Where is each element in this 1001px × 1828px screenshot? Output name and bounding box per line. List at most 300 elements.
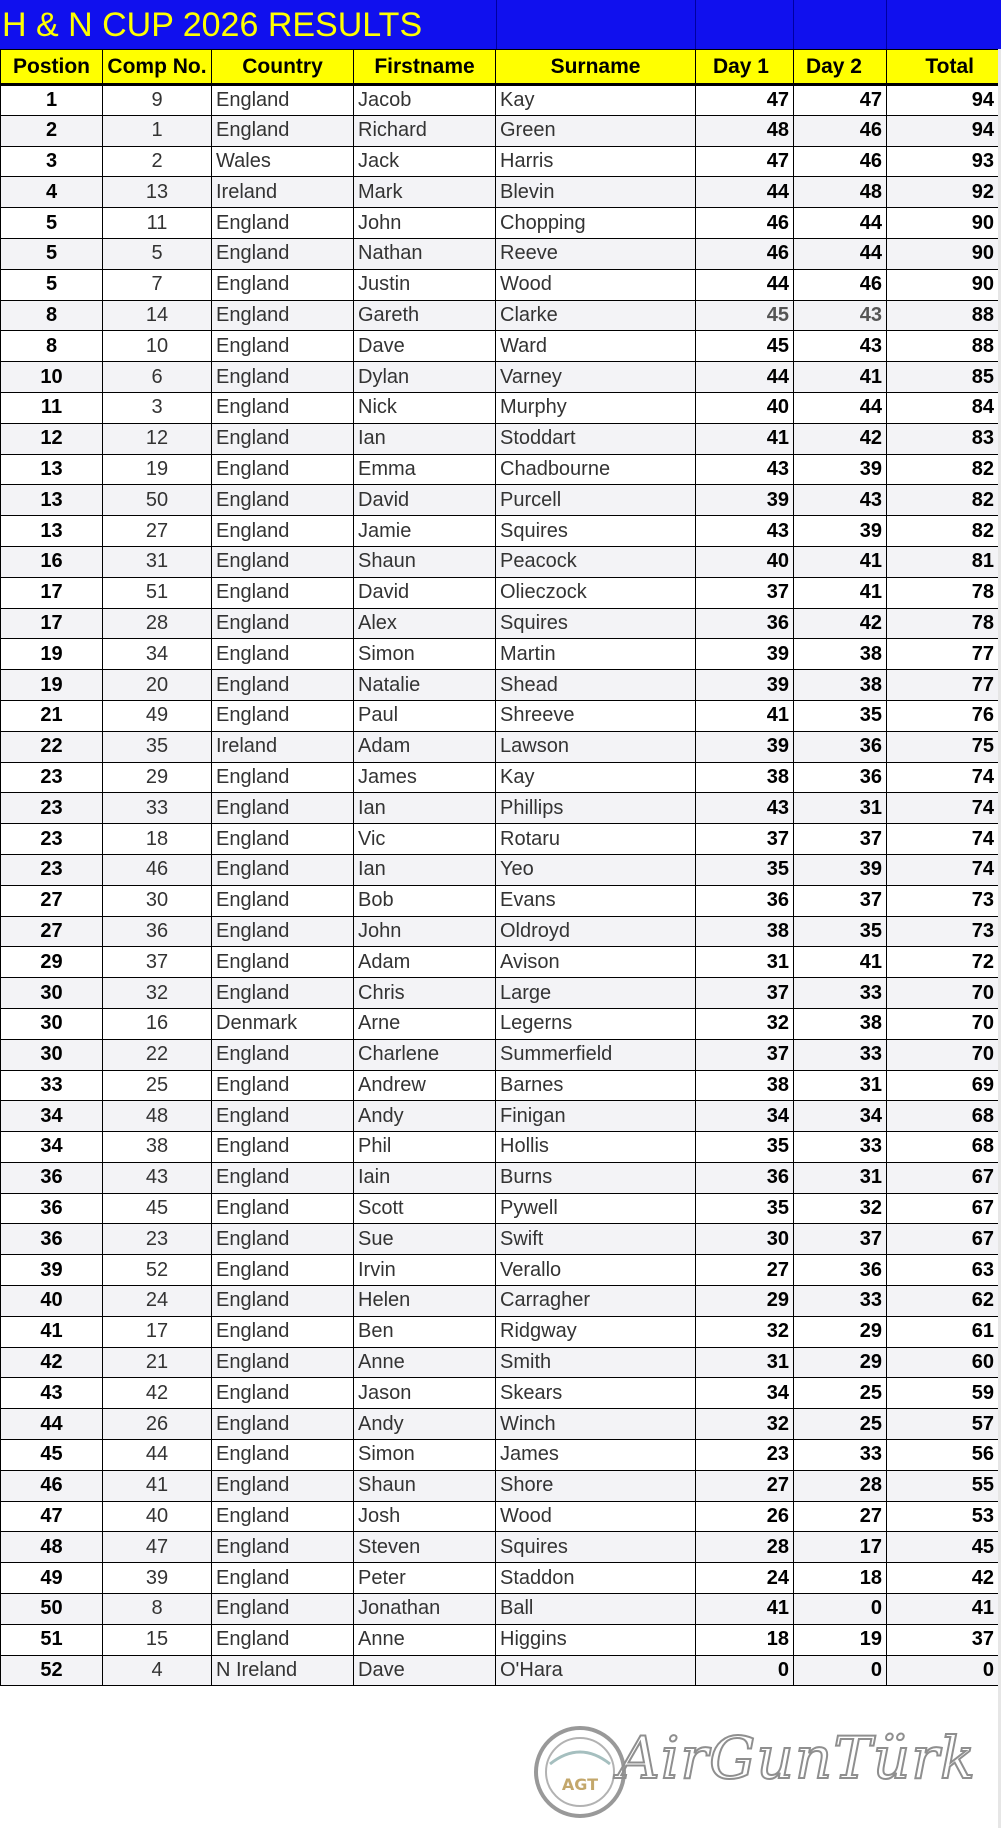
cell-firstname[interactable]: Shaun [354, 546, 496, 577]
cell-comp-no[interactable]: 16 [103, 1008, 212, 1039]
cell-firstname[interactable]: John [354, 916, 496, 947]
cell-country[interactable]: England [212, 947, 354, 978]
cell-total[interactable]: 60 [887, 1347, 999, 1378]
cell-comp-no[interactable]: 6 [103, 362, 212, 393]
cell-surname[interactable]: Peacock [496, 546, 696, 577]
cell-total[interactable]: 41 [887, 1594, 999, 1625]
cell-firstname[interactable]: Alex [354, 608, 496, 639]
cell-surname[interactable]: Kay [496, 762, 696, 793]
cell-day-2[interactable]: 33 [794, 1039, 887, 1070]
cell-surname[interactable]: Pywell [496, 1193, 696, 1224]
cell-comp-no[interactable]: 33 [103, 793, 212, 824]
cell-country[interactable]: England [212, 1501, 354, 1532]
cell-comp-no[interactable]: 23 [103, 1224, 212, 1255]
cell-total[interactable]: 67 [887, 1162, 999, 1193]
cell-surname[interactable]: Olieczock [496, 577, 696, 608]
cell-day-1[interactable]: 48 [696, 115, 794, 146]
cell-day-2[interactable]: 25 [794, 1378, 887, 1409]
cell-surname[interactable]: Shead [496, 670, 696, 701]
cell-day-1[interactable]: 26 [696, 1501, 794, 1532]
cell-day-2[interactable]: 33 [794, 1132, 887, 1163]
cell-day-1[interactable]: 0 [696, 1655, 794, 1686]
cell-day-1[interactable]: 45 [696, 331, 794, 362]
cell-total[interactable]: 67 [887, 1193, 999, 1224]
cell-position[interactable]: 23 [1, 854, 103, 885]
cell-country[interactable]: Ireland [212, 177, 354, 208]
cell-firstname[interactable]: Andrew [354, 1070, 496, 1101]
cell-firstname[interactable]: Adam [354, 731, 496, 762]
cell-position[interactable]: 51 [1, 1624, 103, 1655]
cell-total[interactable]: 90 [887, 208, 999, 239]
cell-country[interactable]: England [212, 1470, 354, 1501]
cell-position[interactable]: 17 [1, 608, 103, 639]
cell-day-1[interactable]: 43 [696, 793, 794, 824]
cell-day-2[interactable]: 31 [794, 1162, 887, 1193]
cell-firstname[interactable]: Ben [354, 1316, 496, 1347]
cell-total[interactable]: 78 [887, 608, 999, 639]
cell-firstname[interactable]: Dylan [354, 362, 496, 393]
cell-comp-no[interactable]: 13 [103, 177, 212, 208]
cell-comp-no[interactable]: 46 [103, 854, 212, 885]
cell-total[interactable]: 76 [887, 700, 999, 731]
cell-country[interactable]: England [212, 1286, 354, 1317]
cell-firstname[interactable]: Peter [354, 1563, 496, 1594]
cell-surname[interactable]: Wood [496, 1501, 696, 1532]
cell-day-1[interactable]: 37 [696, 577, 794, 608]
column-header-day-1[interactable]: Day 1 [696, 50, 794, 85]
cell-surname[interactable]: Barnes [496, 1070, 696, 1101]
cell-total[interactable]: 92 [887, 177, 999, 208]
cell-day-1[interactable]: 31 [696, 1347, 794, 1378]
cell-day-2[interactable]: 36 [794, 762, 887, 793]
cell-surname[interactable]: Finigan [496, 1101, 696, 1132]
cell-day-1[interactable]: 32 [696, 1409, 794, 1440]
cell-comp-no[interactable]: 2 [103, 146, 212, 177]
cell-total[interactable]: 57 [887, 1409, 999, 1440]
cell-total[interactable]: 56 [887, 1440, 999, 1471]
cell-total[interactable]: 55 [887, 1470, 999, 1501]
cell-day-1[interactable]: 32 [696, 1316, 794, 1347]
cell-position[interactable]: 5 [1, 238, 103, 269]
cell-position[interactable]: 45 [1, 1440, 103, 1471]
cell-day-2[interactable]: 36 [794, 731, 887, 762]
cell-day-1[interactable]: 41 [696, 700, 794, 731]
cell-day-1[interactable]: 23 [696, 1440, 794, 1471]
cell-firstname[interactable]: John [354, 208, 496, 239]
cell-firstname[interactable]: Simon [354, 1440, 496, 1471]
cell-day-2[interactable]: 0 [794, 1594, 887, 1625]
cell-day-1[interactable]: 27 [696, 1470, 794, 1501]
cell-surname[interactable]: Wood [496, 269, 696, 300]
cell-day-2[interactable]: 41 [794, 362, 887, 393]
cell-total[interactable]: 85 [887, 362, 999, 393]
cell-day-2[interactable]: 44 [794, 392, 887, 423]
cell-day-1[interactable]: 35 [696, 854, 794, 885]
cell-position[interactable]: 8 [1, 300, 103, 331]
cell-position[interactable]: 27 [1, 885, 103, 916]
column-header-position[interactable]: Postion [1, 50, 103, 85]
cell-position[interactable]: 16 [1, 546, 103, 577]
cell-surname[interactable]: Winch [496, 1409, 696, 1440]
cell-total[interactable]: 73 [887, 885, 999, 916]
cell-total[interactable]: 74 [887, 762, 999, 793]
cell-firstname[interactable]: Ian [354, 854, 496, 885]
cell-total[interactable]: 94 [887, 115, 999, 146]
cell-position[interactable]: 39 [1, 1255, 103, 1286]
cell-country[interactable]: England [212, 1255, 354, 1286]
cell-country[interactable]: England [212, 269, 354, 300]
cell-comp-no[interactable]: 20 [103, 670, 212, 701]
cell-position[interactable]: 36 [1, 1193, 103, 1224]
cell-total[interactable]: 82 [887, 454, 999, 485]
cell-surname[interactable]: Summerfield [496, 1039, 696, 1070]
cell-day-2[interactable]: 46 [794, 146, 887, 177]
cell-country[interactable]: England [212, 1532, 354, 1563]
cell-day-1[interactable]: 24 [696, 1563, 794, 1594]
cell-surname[interactable]: Verallo [496, 1255, 696, 1286]
cell-total[interactable]: 81 [887, 546, 999, 577]
cell-total[interactable]: 75 [887, 731, 999, 762]
cell-total[interactable]: 77 [887, 639, 999, 670]
cell-comp-no[interactable]: 40 [103, 1501, 212, 1532]
cell-day-1[interactable]: 39 [696, 731, 794, 762]
cell-firstname[interactable]: Andy [354, 1101, 496, 1132]
cell-comp-no[interactable]: 11 [103, 208, 212, 239]
cell-day-2[interactable]: 39 [794, 454, 887, 485]
cell-surname[interactable]: Chopping [496, 208, 696, 239]
cell-surname[interactable]: Burns [496, 1162, 696, 1193]
cell-country[interactable]: England [212, 1162, 354, 1193]
cell-total[interactable]: 73 [887, 916, 999, 947]
cell-comp-no[interactable]: 39 [103, 1563, 212, 1594]
cell-comp-no[interactable]: 5 [103, 238, 212, 269]
cell-day-1[interactable]: 35 [696, 1193, 794, 1224]
cell-day-1[interactable]: 18 [696, 1624, 794, 1655]
cell-day-2[interactable]: 31 [794, 793, 887, 824]
cell-position[interactable]: 34 [1, 1132, 103, 1163]
cell-surname[interactable]: Rotaru [496, 824, 696, 855]
cell-comp-no[interactable]: 18 [103, 824, 212, 855]
cell-day-2[interactable]: 47 [794, 85, 887, 116]
cell-total[interactable]: 70 [887, 1039, 999, 1070]
cell-firstname[interactable]: Nick [354, 392, 496, 423]
cell-country[interactable]: England [212, 1039, 354, 1070]
cell-total[interactable]: 94 [887, 85, 999, 116]
cell-surname[interactable]: Green [496, 115, 696, 146]
cell-position[interactable]: 36 [1, 1162, 103, 1193]
cell-surname[interactable]: Oldroyd [496, 916, 696, 947]
cell-country[interactable]: Ireland [212, 731, 354, 762]
cell-position[interactable]: 8 [1, 331, 103, 362]
cell-comp-no[interactable]: 4 [103, 1655, 212, 1686]
cell-day-2[interactable]: 37 [794, 1224, 887, 1255]
cell-total[interactable]: 53 [887, 1501, 999, 1532]
cell-firstname[interactable]: Josh [354, 1501, 496, 1532]
cell-day-2[interactable]: 43 [794, 485, 887, 516]
cell-position[interactable]: 13 [1, 454, 103, 485]
cell-surname[interactable]: Staddon [496, 1563, 696, 1594]
cell-position[interactable]: 44 [1, 1409, 103, 1440]
cell-day-1[interactable]: 35 [696, 1132, 794, 1163]
cell-comp-no[interactable]: 38 [103, 1132, 212, 1163]
column-header-surname[interactable]: Surname [496, 50, 696, 85]
column-header-country[interactable]: Country [212, 50, 354, 85]
cell-comp-no[interactable]: 48 [103, 1101, 212, 1132]
cell-total[interactable]: 88 [887, 331, 999, 362]
cell-position[interactable]: 30 [1, 1008, 103, 1039]
cell-position[interactable]: 12 [1, 423, 103, 454]
cell-surname[interactable]: Yeo [496, 854, 696, 885]
cell-day-1[interactable]: 39 [696, 639, 794, 670]
cell-surname[interactable]: Ward [496, 331, 696, 362]
cell-firstname[interactable]: Andy [354, 1409, 496, 1440]
cell-comp-no[interactable]: 21 [103, 1347, 212, 1378]
cell-firstname[interactable]: Gareth [354, 300, 496, 331]
cell-position[interactable]: 13 [1, 485, 103, 516]
cell-country[interactable]: England [212, 1409, 354, 1440]
cell-day-1[interactable]: 44 [696, 269, 794, 300]
cell-country[interactable]: England [212, 1440, 354, 1471]
cell-total[interactable]: 68 [887, 1101, 999, 1132]
cell-comp-no[interactable]: 27 [103, 516, 212, 547]
cell-day-2[interactable]: 35 [794, 700, 887, 731]
cell-firstname[interactable]: Bob [354, 885, 496, 916]
cell-firstname[interactable]: Richard [354, 115, 496, 146]
column-header-firstname[interactable]: Firstname [354, 50, 496, 85]
cell-comp-no[interactable]: 51 [103, 577, 212, 608]
cell-position[interactable]: 5 [1, 208, 103, 239]
cell-position[interactable]: 4 [1, 177, 103, 208]
cell-position[interactable]: 19 [1, 670, 103, 701]
cell-total[interactable]: 88 [887, 300, 999, 331]
cell-position[interactable]: 49 [1, 1563, 103, 1594]
cell-country[interactable]: England [212, 1378, 354, 1409]
cell-comp-no[interactable]: 42 [103, 1378, 212, 1409]
cell-comp-no[interactable]: 29 [103, 762, 212, 793]
cell-country[interactable]: England [212, 762, 354, 793]
cell-comp-no[interactable]: 25 [103, 1070, 212, 1101]
column-header-comp-no[interactable]: Comp No. [103, 50, 212, 85]
column-header-day-2[interactable]: Day 2 [794, 50, 887, 85]
cell-comp-no[interactable]: 32 [103, 978, 212, 1009]
cell-firstname[interactable]: Mark [354, 177, 496, 208]
cell-total[interactable]: 83 [887, 423, 999, 454]
cell-surname[interactable]: Higgins [496, 1624, 696, 1655]
cell-firstname[interactable]: Chris [354, 978, 496, 1009]
cell-position[interactable]: 52 [1, 1655, 103, 1686]
cell-comp-no[interactable]: 14 [103, 300, 212, 331]
cell-position[interactable]: 30 [1, 1039, 103, 1070]
cell-total[interactable]: 61 [887, 1316, 999, 1347]
cell-comp-no[interactable]: 22 [103, 1039, 212, 1070]
cell-day-1[interactable]: 39 [696, 485, 794, 516]
cell-country[interactable]: England [212, 392, 354, 423]
cell-comp-no[interactable]: 7 [103, 269, 212, 300]
cell-country[interactable]: England [212, 670, 354, 701]
cell-total[interactable]: 84 [887, 392, 999, 423]
cell-country[interactable]: England [212, 1101, 354, 1132]
cell-day-2[interactable]: 18 [794, 1563, 887, 1594]
cell-country[interactable]: England [212, 577, 354, 608]
cell-total[interactable]: 69 [887, 1070, 999, 1101]
cell-comp-no[interactable]: 8 [103, 1594, 212, 1625]
cell-surname[interactable]: Kay [496, 85, 696, 116]
cell-day-1[interactable]: 47 [696, 146, 794, 177]
cell-position[interactable]: 19 [1, 639, 103, 670]
cell-day-2[interactable]: 34 [794, 1101, 887, 1132]
cell-total[interactable]: 90 [887, 269, 999, 300]
cell-firstname[interactable]: Ian [354, 793, 496, 824]
cell-day-2[interactable]: 42 [794, 608, 887, 639]
cell-total[interactable]: 72 [887, 947, 999, 978]
cell-day-2[interactable]: 33 [794, 1440, 887, 1471]
cell-firstname[interactable]: Justin [354, 269, 496, 300]
cell-surname[interactable]: Swift [496, 1224, 696, 1255]
cell-firstname[interactable]: Arne [354, 1008, 496, 1039]
cell-position[interactable]: 11 [1, 392, 103, 423]
cell-day-2[interactable]: 33 [794, 978, 887, 1009]
cell-firstname[interactable]: Irvin [354, 1255, 496, 1286]
cell-comp-no[interactable]: 52 [103, 1255, 212, 1286]
cell-comp-no[interactable]: 26 [103, 1409, 212, 1440]
cell-country[interactable]: England [212, 208, 354, 239]
cell-country[interactable]: England [212, 300, 354, 331]
cell-position[interactable]: 30 [1, 978, 103, 1009]
cell-position[interactable]: 13 [1, 516, 103, 547]
cell-total[interactable]: 74 [887, 824, 999, 855]
cell-day-1[interactable]: 36 [696, 608, 794, 639]
cell-firstname[interactable]: David [354, 577, 496, 608]
cell-position[interactable]: 41 [1, 1316, 103, 1347]
cell-day-1[interactable]: 41 [696, 423, 794, 454]
cell-firstname[interactable]: Dave [354, 331, 496, 362]
cell-position[interactable]: 40 [1, 1286, 103, 1317]
cell-day-1[interactable]: 44 [696, 362, 794, 393]
cell-position[interactable]: 17 [1, 577, 103, 608]
cell-country[interactable]: England [212, 516, 354, 547]
cell-day-1[interactable]: 30 [696, 1224, 794, 1255]
cell-comp-no[interactable]: 47 [103, 1532, 212, 1563]
cell-total[interactable]: 82 [887, 485, 999, 516]
cell-position[interactable]: 29 [1, 947, 103, 978]
cell-surname[interactable]: Chadbourne [496, 454, 696, 485]
cell-country[interactable]: England [212, 238, 354, 269]
column-header-total[interactable]: Total [887, 50, 999, 85]
cell-firstname[interactable]: Anne [354, 1624, 496, 1655]
cell-country[interactable]: England [212, 331, 354, 362]
cell-surname[interactable]: Carragher [496, 1286, 696, 1317]
cell-day-1[interactable]: 44 [696, 177, 794, 208]
cell-total[interactable]: 68 [887, 1132, 999, 1163]
cell-firstname[interactable]: Jason [354, 1378, 496, 1409]
cell-country[interactable]: Denmark [212, 1008, 354, 1039]
cell-position[interactable]: 43 [1, 1378, 103, 1409]
cell-firstname[interactable]: Helen [354, 1286, 496, 1317]
cell-country[interactable]: England [212, 916, 354, 947]
cell-day-2[interactable]: 28 [794, 1470, 887, 1501]
cell-day-2[interactable]: 36 [794, 1255, 887, 1286]
cell-position[interactable]: 42 [1, 1347, 103, 1378]
cell-day-2[interactable]: 37 [794, 824, 887, 855]
cell-surname[interactable]: Purcell [496, 485, 696, 516]
cell-comp-no[interactable]: 49 [103, 700, 212, 731]
cell-surname[interactable]: Legerns [496, 1008, 696, 1039]
cell-surname[interactable]: Martin [496, 639, 696, 670]
cell-surname[interactable]: Phillips [496, 793, 696, 824]
cell-position[interactable]: 36 [1, 1224, 103, 1255]
cell-firstname[interactable]: Ian [354, 423, 496, 454]
cell-country[interactable]: England [212, 1316, 354, 1347]
cell-day-2[interactable]: 37 [794, 885, 887, 916]
cell-day-1[interactable]: 45 [696, 300, 794, 331]
cell-position[interactable]: 23 [1, 824, 103, 855]
cell-firstname[interactable]: Jack [354, 146, 496, 177]
cell-total[interactable]: 93 [887, 146, 999, 177]
cell-comp-no[interactable]: 34 [103, 639, 212, 670]
cell-day-1[interactable]: 37 [696, 824, 794, 855]
cell-country[interactable]: N Ireland [212, 1655, 354, 1686]
cell-surname[interactable]: Squires [496, 1532, 696, 1563]
cell-comp-no[interactable]: 30 [103, 885, 212, 916]
cell-day-2[interactable]: 19 [794, 1624, 887, 1655]
cell-firstname[interactable]: Sue [354, 1224, 496, 1255]
cell-day-1[interactable]: 38 [696, 1070, 794, 1101]
cell-day-2[interactable]: 29 [794, 1347, 887, 1378]
cell-country[interactable]: England [212, 1070, 354, 1101]
cell-total[interactable]: 70 [887, 1008, 999, 1039]
cell-country[interactable]: England [212, 978, 354, 1009]
cell-country[interactable]: England [212, 1193, 354, 1224]
cell-country[interactable]: England [212, 793, 354, 824]
cell-country[interactable]: England [212, 824, 354, 855]
cell-firstname[interactable]: Natalie [354, 670, 496, 701]
cell-position[interactable]: 33 [1, 1070, 103, 1101]
cell-day-2[interactable]: 0 [794, 1655, 887, 1686]
cell-country[interactable]: England [212, 885, 354, 916]
cell-country[interactable]: England [212, 362, 354, 393]
cell-country[interactable]: England [212, 1347, 354, 1378]
cell-surname[interactable]: Evans [496, 885, 696, 916]
cell-country[interactable]: England [212, 1132, 354, 1163]
cell-day-1[interactable]: 32 [696, 1008, 794, 1039]
cell-firstname[interactable]: Anne [354, 1347, 496, 1378]
cell-day-1[interactable]: 47 [696, 85, 794, 116]
cell-surname[interactable]: Squires [496, 516, 696, 547]
cell-comp-no[interactable]: 37 [103, 947, 212, 978]
cell-country[interactable]: England [212, 639, 354, 670]
cell-total[interactable]: 37 [887, 1624, 999, 1655]
cell-firstname[interactable]: Phil [354, 1132, 496, 1163]
cell-day-2[interactable]: 27 [794, 1501, 887, 1532]
cell-surname[interactable]: Squires [496, 608, 696, 639]
cell-position[interactable]: 47 [1, 1501, 103, 1532]
cell-day-2[interactable]: 31 [794, 1070, 887, 1101]
cell-total[interactable]: 77 [887, 670, 999, 701]
cell-surname[interactable]: Large [496, 978, 696, 1009]
cell-day-1[interactable]: 31 [696, 947, 794, 978]
cell-day-2[interactable]: 17 [794, 1532, 887, 1563]
cell-day-2[interactable]: 25 [794, 1409, 887, 1440]
cell-comp-no[interactable]: 3 [103, 392, 212, 423]
cell-day-1[interactable]: 29 [696, 1286, 794, 1317]
cell-total[interactable]: 78 [887, 577, 999, 608]
cell-position[interactable]: 23 [1, 793, 103, 824]
cell-day-1[interactable]: 43 [696, 516, 794, 547]
cell-comp-no[interactable]: 17 [103, 1316, 212, 1347]
cell-position[interactable]: 21 [1, 700, 103, 731]
cell-comp-no[interactable]: 41 [103, 1470, 212, 1501]
cell-day-1[interactable]: 37 [696, 1039, 794, 1070]
